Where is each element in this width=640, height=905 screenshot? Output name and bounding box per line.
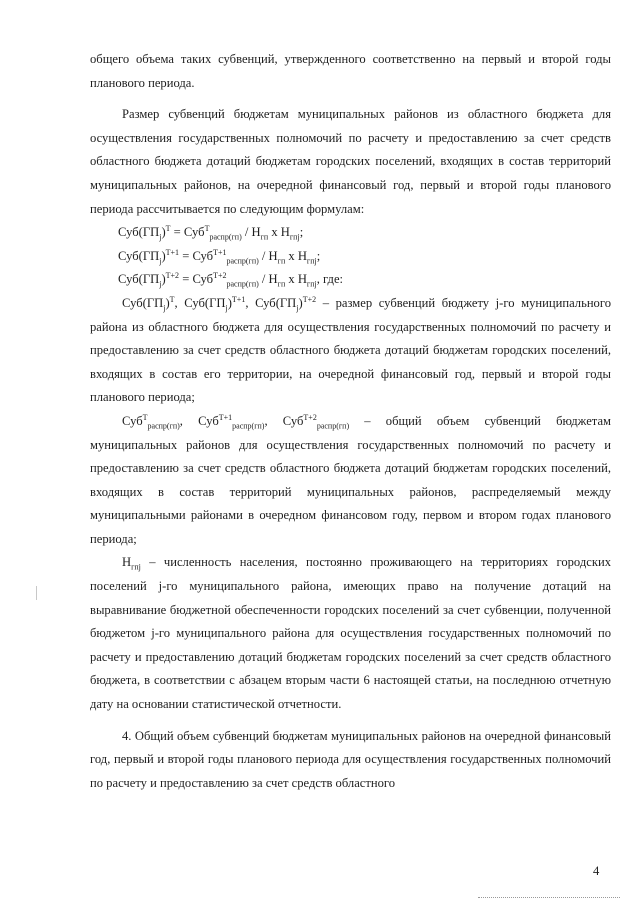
definition-term: $Н_{гпj}$ — [122, 555, 141, 572]
definition-text: – размер субвенций бюджету j-го муниципального района из областного бюджета для осуществления государственных полномочий по расчету и предоставлению за счет средств областного бюджета дотаций бюджетам городских поселений, входящих в состав его территории, на очередной финансовый год, первый и второй годы планового периода; — [90, 295, 612, 405]
definition-text: – общий объем субвенций бюджетам муниципальных районов для осуществления государственных полномочий по расчету и предоставлению за счет средств областного бюджета дотаций бюджетам городских поселений, входящих в состав территорий муниципальных районов, распределяемый между муниципальными районами в очередном финансовом году, первом и втором годах планового периода; — [90, 413, 612, 546]
formula-3: $Суб(ГП_j)^{Т+2} = Суб^{Т+2}_{распр(гп)} / Н_{гп}$ х $Н_{гпj}$, где: — [118, 271, 344, 289]
definition-term: $Суб(ГП_j)^Т$, $Суб(ГП_j)^{Т+1}$, $Суб(ГП_j)^{Т+2}$ — [122, 294, 317, 313]
definition-paragraph — [90, 292, 611, 410]
definition-text: – численность населения, постоянно проживающего на территориях городских поселений j-го муниципального района, имеющих право на получение дотаций на выравнивание бюджетной обеспеченности городских поселений за счет субвенции, полученной бюджетом j-го муниципального района для осуществления государственных полномочий по расчету и предоставлению дотаций бюджетам городских поселений за счет средств областного бюджета, в соответствии с абзацем вторым части 6 настоящей статьи, на последнюю отчетную дату на основании статистической отчетности. — [90, 555, 611, 712]
page-number: 4 — [593, 864, 600, 878]
paragraph: общего объема таких субвенций, утвержденного соответственно на первый и второй годы планового периода. — [90, 52, 611, 90]
formula-1: $Суб(ГП_j)^Т = Суб^Т_{распр(гп)} / Н_{гп}$ х $Н_{гпj}$; — [118, 223, 304, 242]
definition-paragraph — [90, 551, 611, 716]
margin-mark — [36, 586, 37, 600]
formula-2: $Суб(ГП_j)^{Т+1} = Суб^{Т+1}_{распр(гп)} / Н_{гп}$ х $Н_{гпj}$; — [118, 247, 321, 266]
definition-term: Суб$^Т_{распр(гп)}$, Суб$^{Т+1}_{распр(гп)}$, Суб$^{Т+2}_{распр(гп)}$ — [122, 412, 350, 431]
paragraph: 4. Общий объем субвенций бюджетам муниципальных районов на очередной финансовый год, первый и второй годы планового периода для осуществления государственных полномочий по расчету и предоставлению за счет средств областного — [90, 728, 611, 790]
paragraph: Размер субвенций бюджетам муниципальных районов из областного бюджета для осуществления государственных полномочий по расчету и предоставлению за счет средств областного бюджета дотаций бюджетам городских поселений, входящих в состав территорий муниципальных районов, на очередной финансовый год, первый и второй годы планового периода рассчитывается по следующим формулам: — [90, 107, 611, 216]
footer-line — [478, 897, 620, 898]
definition-paragraph — [90, 410, 611, 552]
document-body — [90, 48, 611, 795]
